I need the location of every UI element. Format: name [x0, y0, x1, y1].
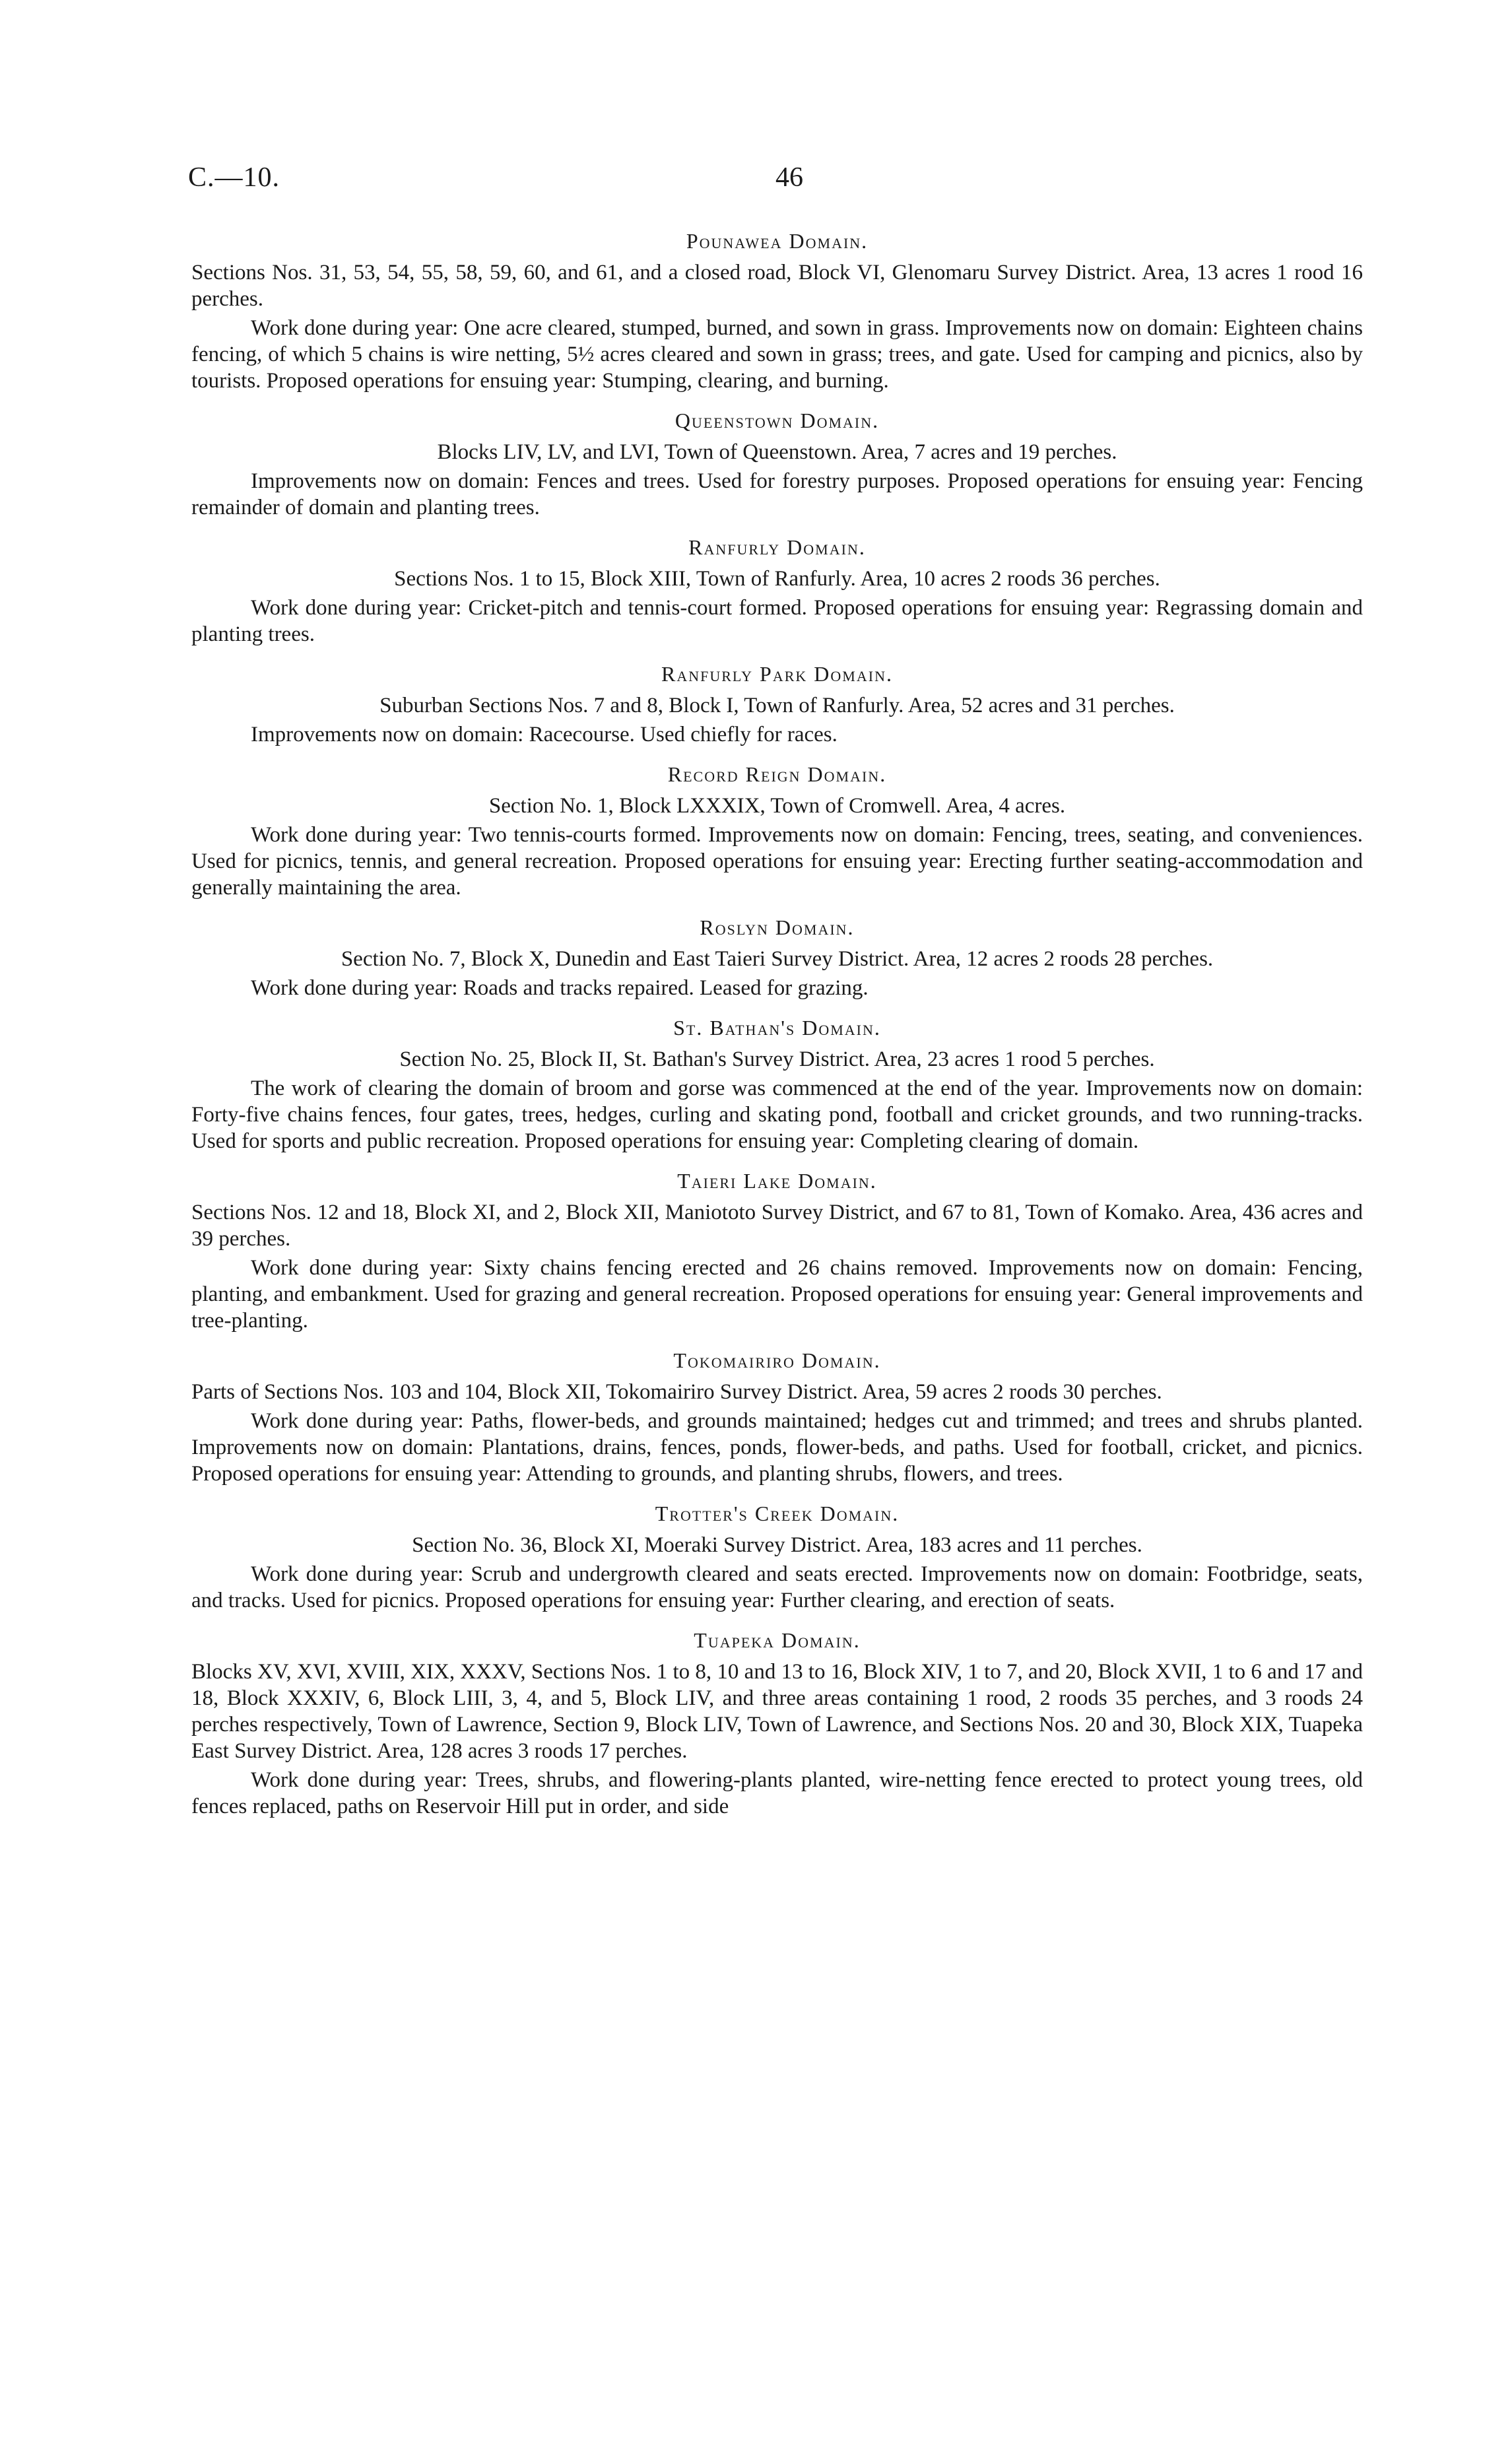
domain-section-record-reign	[191, 761, 1363, 901]
domain-section-taieri-lake	[191, 1168, 1363, 1334]
section-work: Work done during year: Two tennis-courts formed. Improvements now on domain: Fencing, trees, seating, and conveniences. Used for picnics, tennis, and general recreation. Proposed operations for ensuing year: Erecting further seating-accommodation and generally maintaining the area.	[191, 823, 1363, 900]
section-work: Improvements now on domain: Racecourse. Used chiefly for races.	[251, 723, 838, 746]
section-heading: Roslyn Domain.	[700, 915, 855, 939]
page-header	[188, 162, 1363, 201]
section-heading: Tuapeka Domain.	[694, 1628, 861, 1652]
section-description: Suburban Sections Nos. 7 and 8, Block I, Town of Ranfurly. Area, 52 acres and 31 perches.	[379, 694, 1175, 717]
section-work: Work done during year: Scrub and undergrowth cleared and seats erected. Improvements now on domain: Footbridge, seats, and tracks. Used for picnics. Proposed operations for ensuing year: Further clearing, and erection of seats.	[191, 1562, 1363, 1612]
section-description: Section No. 7, Block X, Dunedin and East Taieri Survey District. Area, 12 acres 2 roods 28 perches.	[341, 947, 1214, 971]
section-work: Improvements now on domain: Fences and trees. Used for forestry purposes. Proposed operations for ensuing year: Fencing remainder of domain and planting trees.	[191, 469, 1363, 519]
section-work: Work done during year: Sixty chains fencing erected and 26 chains removed. Improvements now on domain: Fencing, planting, and embankment. Used for grazing and general recreation. Proposed operations for ensuing year: General improvements and tree-planting.	[191, 1256, 1363, 1333]
domain-section-pounawea	[191, 228, 1363, 394]
section-heading: Record Reign Domain.	[667, 762, 887, 786]
section-work: Work done during year: One acre cleared, stumped, burned, and sown in grass. Improvements now on domain: Eighteen chains fencing, of which 5 chains is wire netting, 5½ acres cleared and sown in grass; trees, and gate. Used for camping and picnics, also by tourists. Proposed operations for ensuing year: Stumping, clearing, and burning.	[191, 316, 1363, 393]
section-heading: Tokomairiro Domain.	[673, 1348, 881, 1372]
section-work: The work of clearing the domain of broom and gorse was commenced at the end of the year. Improvements now on domain: Forty-five chains fences, four gates, trees, hedges, curling and skating pond, football and cricket grounds, and two running-tracks. Used for sports and public recreation. Proposed operations for ensuing year: Completing clearing of domain.	[191, 1076, 1363, 1153]
section-heading: Ranfurly Domain.	[688, 535, 866, 559]
domain-section-ranfurly-park	[191, 661, 1363, 748]
section-heading: Pounawea Domain.	[686, 229, 869, 253]
section-heading: Trotter's Creek Domain.	[655, 1502, 900, 1525]
section-description: Sections Nos. 1 to 15, Block XIII, Town of Ranfurly. Area, 10 acres 2 roods 36 perches.	[394, 567, 1160, 591]
section-work: Work done during year: Cricket-pitch and tennis-court formed. Proposed operations for ensuing year: Regrassing domain and planting trees.	[191, 596, 1363, 646]
section-heading: St. Bathan's Domain.	[673, 1016, 881, 1040]
section-work: Work done during year: Trees, shrubs, and flowering-plants planted, wire-netting fence erected to protect young trees, old fences replaced, paths on Reservoir Hill put in order, and side	[191, 1768, 1363, 1818]
section-work: Work done during year: Roads and tracks repaired. Leased for grazing.	[251, 976, 869, 1000]
domain-section-tuapeka	[191, 1627, 1363, 1820]
domain-section-roslyn	[191, 914, 1363, 1001]
report-reference: C.—10.	[188, 162, 280, 193]
section-description: Sections Nos. 12 and 18, Block XI, and 2, Block XII, Maniototo Survey District, and 67 to 81, Town of Komako. Area, 436 acres and 39 perches.	[191, 1201, 1363, 1251]
section-description: Section No. 25, Block II, St. Bathan's Survey District. Area, 23 acres 1 rood 5 perches.	[399, 1047, 1155, 1071]
page-body	[191, 228, 1363, 1822]
domain-section-st-bathans	[191, 1014, 1363, 1154]
domain-section-trotters-creek	[191, 1500, 1363, 1614]
domain-section-tokomairiro	[191, 1347, 1363, 1487]
section-heading: Ranfurly Park Domain.	[661, 662, 893, 686]
domain-section-ranfurly	[191, 534, 1363, 647]
section-work: Work done during year: Paths, flower-beds, and grounds maintained; hedges cut and trimmed; and trees and shrubs planted. Improvements now on domain: Plantations, drains, fences, ponds, flower-beds, and paths. Used for football, cricket, and picnics. Proposed operations for ensuing year: Attending to grounds, and planting shrubs, flowers, and trees.	[191, 1409, 1363, 1486]
page-number: 46	[775, 162, 803, 193]
domain-section-queenstown	[191, 407, 1363, 521]
section-description: Section No. 36, Block XI, Moeraki Survey District. Area, 183 acres and 11 perches.	[412, 1533, 1142, 1557]
section-heading: Taieri Lake Domain.	[677, 1169, 877, 1193]
section-description: Parts of Sections Nos. 103 and 104, Block XII, Tokomairiro Survey District. Area, 59 acres 2 roods 30 perches.	[191, 1380, 1162, 1404]
section-description: Section No. 1, Block LXXXIX, Town of Cromwell. Area, 4 acres.	[488, 794, 1066, 818]
section-heading: Queenstown Domain.	[674, 409, 880, 432]
section-description: Sections Nos. 31, 53, 54, 55, 58, 59, 60, and 61, and a closed road, Block VI, Glenomaru Survey District. Area, 13 acres 1 rood 16 perches.	[191, 261, 1363, 311]
section-description: Blocks LIV, LV, and LVI, Town of Queenstown. Area, 7 acres and 19 perches.	[437, 440, 1117, 464]
section-description: Blocks XV, XVI, XVIII, XIX, XXXV, Sections Nos. 1 to 8, 10 and 13 to 16, Block XIV, 1 to 7, and 20, Block XVII, 1 to 6 and 17 and 18, Block XXXIV, 6, Block LIII, 3, 4, and 5, Block LIV, and three areas containing 1 rood, 2 roods 35 perches, and 3 roods 24 perches respectively, Town of Lawrence, Section 9, Block LIV, Town of Lawrence, and Sections Nos. 20 and 30, Block XIX, Tuapeka East Survey District. Area, 128 acres 3 roods 17 perches.	[191, 1660, 1363, 1763]
